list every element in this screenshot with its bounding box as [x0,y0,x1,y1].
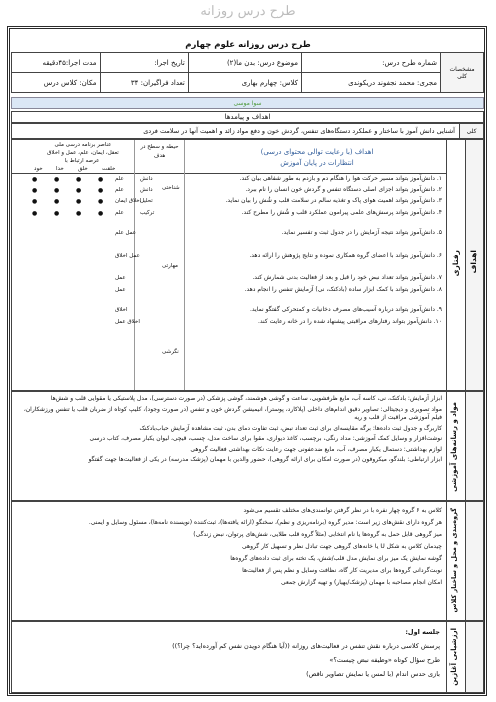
domain-col-header: حیطه و سطح در هدف [140,144,179,159]
assessment-heading: جلسه اول: [405,628,440,636]
resource-item: نوشت‌افزار و وسایل کمک آموزشی: مداد رنگی، برچسب، کاغذ دیواری، مقوا برای ساخت مدل، چسب، قیچی، لیوان یکبار مصرف، کتاب درسی [89,435,442,442]
assessment-item: پرسش کلاسی درباره نقش تنفس در فعالیت‌های روزانه ((آیا هنگام دویدن نفس کم آورده‌اید؟ چرا؟)) [172,642,440,650]
info-duration: مدت اجرا:۴۵دقیقه [12,53,101,73]
objective-level: دانش [140,176,153,182]
domain-skill: مهارتی [162,263,178,269]
behavioral-cell [446,139,466,391]
info-topic: موضوع درس: بدن ما(۲) [188,53,301,73]
area-mark: ● [98,198,104,205]
elements-col-header: عناصر برنامه درسی ملی [54,142,112,148]
general-goal: آشنایی دانش آموز با ساختار و عملکرد دستگاه‌های تنفس، گردش خون و دفع مواد زائد و اهمیت آنها در سلامت فردی [11,123,460,139]
info-teacher: مجری: محمد نجفوند دریکوندی [302,73,441,93]
watermark-title: طرح درس روزانه [200,4,296,19]
objective-text: ۹. دانش‌آموز بتواند درباره آسیب‌های مصرف دخانیات و کمتحرکی گفتگو نماید. [249,306,442,313]
objective-element: علم [115,210,124,216]
objective-element: عمل [115,275,126,281]
objectives-table [11,139,447,391]
objective-element: اخلاق عمل [115,319,140,325]
goals-side-cell [465,139,484,391]
area-mark: ● [54,176,60,183]
area-mark: ● [76,210,82,217]
resource-item: کاربرگ و جدول ثبت داده‌ها: برگه مقایسه‌ای برای ثبت تعداد نبض، ثبت تفاوت دمای بدن، ثبت مشاهده آزمایش حباب‌بادکنک [139,424,442,432]
elements-col-sub: تعقل، ایمان، علم، عمل و اخلاق [47,150,119,156]
objective-text: ۱. دانش‌آموز بتواند مسیر حرکت هوا را هنگام دم و بازدم به طور شفاهی بیان کند. [239,175,442,182]
area-nature: خلقت [102,166,116,172]
area-mark: ● [98,187,104,194]
info-class: کلاس: چهارم بهاری [188,73,301,93]
area-mark: ● [76,198,82,205]
info-students: تعداد فراگیران: ۳۴ [100,73,188,93]
section-title: اهداف و پیامدها [11,111,484,123]
area-mark: ● [98,176,104,183]
objective-text: ۲. دانش‌آموز بتواند اجزای اصلی دستگاه تنفس و گردش خون انسان را نام ببرد. [245,186,442,193]
goals-side-label: اهداف [469,250,478,274]
objective-text: ۵. دانش‌آموز بتواند نتیجه آزمایش را در جدول ثبت و تفسیر نماید. [281,229,442,236]
area-mark: ● [54,210,60,217]
grouping-item: امکان انجام مصاحبه با مهمان (پزشک/بهیار) و تهیه گزارش جمعی [280,579,442,586]
objective-text: ۸. دانش‌آموز بتواند با کمک ابزار ساده (بادکنک، نی) آزمایش تنفس را انجام دهد. [244,286,442,293]
grouping-item: کلاس به ۶ گروه چهار نفره با در نظر گرفتن توانمندی‌های مختلف تقسیم می‌شود [243,507,442,514]
resource-item: مواد تصویری و دیجیتالی: تصاویر دقیق اندام‌های داخلی (پلاکارد، پوستر)، انیمیشن گردش خون و تنفس (در صورت وجود)، کلیپ کوتاه از ضربان قلب یا تنفس ورزشکاران، فیلم آموزشی مراقبت از قلب و ریه [23,405,442,421]
col-divider-elements [134,140,135,390]
area-self: خود [34,166,43,172]
general-goal-label-cell [459,123,484,139]
assessment-side-cell [465,621,484,693]
objective-element: عمل اخلاق [115,253,140,259]
resources-label: مواد و رسانه‌های آموزشی [450,402,458,492]
area-mark: ● [54,187,60,194]
grouping-item: میز گروهی قابل حمل به گروه‌ها یا نام انتخابی (مثلاً گروه قلب طلایی، شش‌های پرتوان، نبض زندگی) [193,531,442,538]
specs-label: مشخصات کلی [441,53,484,93]
assessment-label-cell [446,621,466,693]
grouping-label-cell [446,501,466,621]
info-lesson-number: شماره طرح درس: [302,53,441,73]
col-divider-domain [184,140,185,390]
objective-level: دانش [140,187,153,193]
info-location: مکان: کلاس درس [12,73,101,93]
banner-text: سوا موسی [233,100,262,107]
area-mark: ● [76,187,82,194]
assessment-item: بازی حدس اندام (با لمس یا نمایش تصاویر ناقص) [306,670,440,678]
grouping-item: چیدمان کلاس به شکل U یا خانه‌های گروهی جهت تبادل نظر و تسهیل کار گروهی [241,543,442,550]
area-mark: ● [76,176,82,183]
objective-element: عمل علم [115,230,137,236]
grouping-item: نوبت‌گردانی گروه‌ها برای مدیریت کار گاه، نظافت وسایل و نظم پس از فعالیت‌ها [242,567,442,574]
objective-element: اخلاق [115,307,128,313]
area-mark: ● [32,198,38,205]
blue-banner [11,97,484,109]
objective-level: ترکیب [140,210,155,216]
objective-level: تحلیل [140,198,153,204]
info-date: تاریخ اجرا: [100,53,188,73]
domain-cognitive: شناختی [162,185,180,191]
assessment-content [11,621,447,693]
objective-text: ۶. دانش‌آموز بتواند با اعضای گروه همکاری نموده و نتایج پژوهش را ارائه دهد. [249,252,442,259]
resources-label-cell [446,391,466,501]
grouping-side-cell [465,501,484,621]
objective-text: ۷. دانش‌آموز بتواند تعداد نبض خود را قبل و بعد از فعالیت بدنی شمارش کند. [252,274,442,281]
resources-side-cell [465,391,484,501]
assessment-label: ارزشیابی آغازین [450,628,458,686]
page-title: طرح درس روزانه علوم چهارم [185,40,311,50]
area-mark: ● [98,210,104,217]
area-mark: ● [32,187,38,194]
area-god: خدا [56,166,64,172]
area-mark: ● [54,198,60,205]
area-mark: ● [32,176,38,183]
objective-text: ۱۰. دانش‌آموز بتواند رفتارهای مراقبتی پیشنهاد شده را در خانه رعایت کند. [258,318,442,325]
resource-item: ابزار آزمایش: بادکنک، نی، کاسه آب، مایع ظرفشویی، ساعت و گوشی هوشمند، گوشی پزشکی (در صورت دسترسی)، مدل پلاستیکی یا مقوایی قلب و شش‌ها [50,395,442,402]
objective-element: اخلاق ایمان [115,198,142,204]
objectives-header-sub: انتظارات در پایان آموزش [280,159,354,167]
grouping-label: گروه‌بندی و محل و ساختار کلاس [450,508,458,613]
areas-header: عرصه ارتباط با [64,158,100,164]
grouping-item: گوشه نمایش یک میز برای نمایش مدل قلب/شش، یک تخته برای ثبت داده‌های گروه‌ها [230,555,442,562]
objective-element: عمل [115,287,126,293]
objectives-header [12,140,446,174]
grouping-item: هر گروه دارای نقش‌های زیر است: مدیر گروه (برنامه‌ریزی و نظم)، سخنگو (ارائه یافته‌ها)، ثبت‌کننده (نویسنده نامه‌ها)، مسئول وسایل و ایمنی. [88,519,442,526]
resource-item: لوازم بهداشتی: دستمال یکبار مصرف، آب، مایع ضدعفونی جهت رعایت نکات بهداشتی فعالیت گروهی [190,445,442,453]
resources-list [11,391,447,501]
resource-item: ابزار ارتباطی: بلندگو، میکروفون (در صورت امکان برای ارائه گروهی)، حضور والدین با مهمان (پزشک مدرسه) در یکی از فعالیت‌ها جهت گفتگو [88,456,442,463]
general-goal-label: کلی [466,128,477,135]
grouping-list [11,501,447,621]
area-people: خلق [78,166,88,172]
domain-attitude: نگرشی [162,349,179,355]
assessment-item: طرح سؤال کوتاه «وظیفه نبض چیست؟» [329,656,440,664]
info-table [11,52,484,93]
objective-text: ۳. دانش‌آموز بتواند اهمیت هوای پاک و تغذیه سالم در سلامت قلب و شُش را بیان نماید. [225,197,442,204]
objective-text: ۴. دانش‌آموز بتواند پرسش‌های علمی پیرامون عملکرد قلب و شُش را مطرح کند. [241,209,442,216]
area-mark: ● [32,210,38,217]
objective-element: علم [115,176,124,182]
objective-element: علم [115,187,124,193]
behavioral-label: رفتاری [451,250,460,277]
objectives-header-main: اهداف (با رعایت توالی محتوای درسی) [260,148,374,156]
